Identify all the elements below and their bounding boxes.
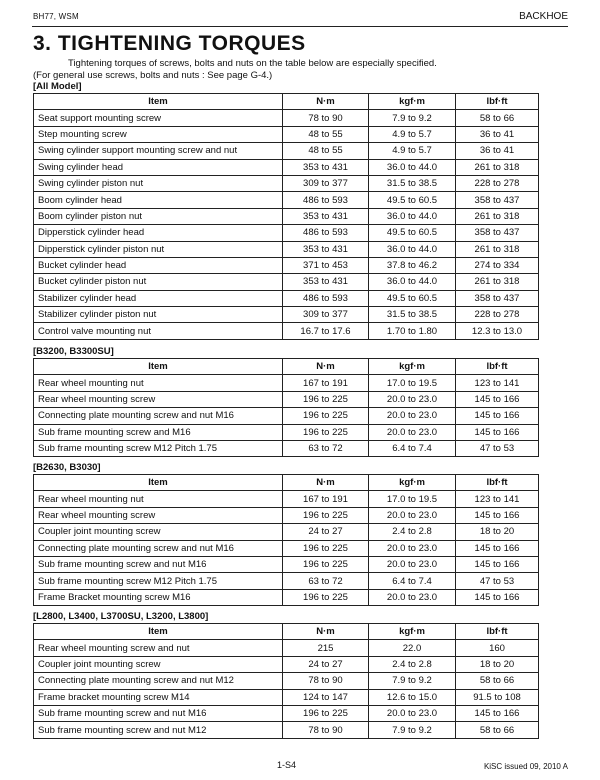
value-cell: 145 to 166 (456, 424, 539, 440)
item-cell: Rear wheel mounting nut (34, 491, 283, 507)
item-cell: Connecting plate mounting screw and nut M16 (34, 540, 283, 556)
value-cell: 20.0 to 23.0 (369, 540, 456, 556)
item-cell: Boom cylinder piston nut (34, 208, 283, 224)
table-row (34, 159, 539, 175)
value-cell: 124 to 147 (283, 689, 369, 705)
item-cell: Bucket cylinder piston nut (34, 274, 283, 290)
item-cell: Rear wheel mounting screw (34, 391, 283, 407)
table-row (34, 274, 539, 290)
value-cell: 4.9 to 5.7 (369, 143, 456, 159)
torque-table (33, 93, 539, 340)
value-cell: 58 to 66 (456, 722, 539, 738)
intro-text: Tightening torques of screws, bolts and nuts on the table below are especially specified. (68, 58, 437, 69)
table-row (34, 241, 539, 257)
value-cell: 196 to 225 (283, 705, 369, 721)
value-cell: 91.5 to 108 (456, 689, 539, 705)
value-cell: 49.5 to 60.5 (369, 192, 456, 208)
table-row (34, 375, 539, 391)
table-row (34, 143, 539, 159)
table-row (34, 391, 539, 407)
item-cell: Sub frame mounting screw M12 Pitch 1.75 (34, 440, 283, 456)
value-cell: 12.3 to 13.0 (456, 323, 539, 339)
value-cell: 36 to 41 (456, 143, 539, 159)
item-cell: Seat support mounting screw (34, 110, 283, 126)
table-row (34, 689, 539, 705)
table-row (34, 110, 539, 126)
torque-table (33, 474, 539, 606)
column-header: lbf·ft (456, 624, 539, 640)
value-cell: 47 to 53 (456, 440, 539, 456)
table-row (34, 507, 539, 523)
column-header: Item (34, 475, 283, 491)
value-cell: 36.0 to 44.0 (369, 241, 456, 257)
table-row (34, 225, 539, 241)
table-row (34, 408, 539, 424)
table-row (34, 573, 539, 589)
torque-table (33, 358, 539, 457)
column-header: Item (34, 624, 283, 640)
table-row (34, 673, 539, 689)
item-cell: Connecting plate mounting screw and nut M16 (34, 408, 283, 424)
value-cell: 20.0 to 23.0 (369, 705, 456, 721)
item-cell: Stabilizer cylinder head (34, 290, 283, 306)
value-cell: 145 to 166 (456, 391, 539, 407)
value-cell: 20.0 to 23.0 (369, 424, 456, 440)
item-cell: Dipperstick cylinder head (34, 225, 283, 241)
value-cell: 261 to 318 (456, 274, 539, 290)
value-cell: 48 to 55 (283, 143, 369, 159)
value-cell: 20.0 to 23.0 (369, 589, 456, 605)
value-cell: 36.0 to 44.0 (369, 208, 456, 224)
value-cell: 20.0 to 23.0 (369, 507, 456, 523)
table-row (34, 556, 539, 572)
table-row (34, 640, 539, 656)
value-cell: 49.5 to 60.5 (369, 290, 456, 306)
item-cell: Sub frame mounting screw and nut M16 (34, 556, 283, 572)
item-cell: Swing cylinder head (34, 159, 283, 175)
value-cell: 18 to 20 (456, 656, 539, 672)
value-cell: 358 to 437 (456, 192, 539, 208)
value-cell: 261 to 318 (456, 208, 539, 224)
item-cell: Dipperstick cylinder piston nut (34, 241, 283, 257)
value-cell: 48 to 55 (283, 126, 369, 142)
table-row (34, 656, 539, 672)
value-cell: 36.0 to 44.0 (369, 159, 456, 175)
header-model: BH77, WSM (33, 12, 79, 21)
header-rule (32, 26, 568, 27)
value-cell: 309 to 377 (283, 307, 369, 323)
section-label: [B2630, B3030] (33, 462, 101, 473)
value-cell: 196 to 225 (283, 507, 369, 523)
item-cell: Step mounting screw (34, 126, 283, 142)
table-header-row (34, 94, 539, 110)
value-cell: 2.4 to 2.8 (369, 524, 456, 540)
value-cell: 16.7 to 17.6 (283, 323, 369, 339)
item-cell: Swing cylinder support mounting screw and nut (34, 143, 283, 159)
value-cell: 7.9 to 9.2 (369, 722, 456, 738)
value-cell: 4.9 to 5.7 (369, 126, 456, 142)
item-cell: Frame Bracket mounting screw M16 (34, 589, 283, 605)
value-cell: 49.5 to 60.5 (369, 225, 456, 241)
value-cell: 22.0 (369, 640, 456, 656)
value-cell: 145 to 166 (456, 408, 539, 424)
value-cell: 24 to 27 (283, 524, 369, 540)
value-cell: 371 to 453 (283, 257, 369, 273)
value-cell: 37.8 to 46.2 (369, 257, 456, 273)
table-row (34, 126, 539, 142)
value-cell: 20.0 to 23.0 (369, 408, 456, 424)
value-cell: 145 to 166 (456, 507, 539, 523)
value-cell: 486 to 593 (283, 290, 369, 306)
table-row (34, 175, 539, 191)
value-cell: 7.9 to 9.2 (369, 673, 456, 689)
value-cell: 6.4 to 7.4 (369, 573, 456, 589)
value-cell: 228 to 278 (456, 307, 539, 323)
column-header: kgf·m (369, 94, 456, 110)
item-cell: Rear wheel mounting screw and nut (34, 640, 283, 656)
item-cell: Connecting plate mounting screw and nut M12 (34, 673, 283, 689)
table-row (34, 491, 539, 507)
item-cell: Rear wheel mounting screw (34, 507, 283, 523)
value-cell: 17.0 to 19.5 (369, 375, 456, 391)
column-header: N·m (283, 475, 369, 491)
value-cell: 78 to 90 (283, 673, 369, 689)
column-header: N·m (283, 94, 369, 110)
value-cell: 167 to 191 (283, 491, 369, 507)
item-cell: Coupler joint mounting screw (34, 524, 283, 540)
table-row (34, 323, 539, 339)
value-cell: 145 to 166 (456, 540, 539, 556)
item-cell: Swing cylinder piston nut (34, 175, 283, 191)
value-cell: 215 (283, 640, 369, 656)
header-section: BACKHOE (519, 11, 568, 22)
item-cell: Sub frame mounting screw M12 Pitch 1.75 (34, 573, 283, 589)
value-cell: 17.0 to 19.5 (369, 491, 456, 507)
column-header: kgf·m (369, 475, 456, 491)
table-row (34, 307, 539, 323)
column-header: N·m (283, 359, 369, 375)
table-row (34, 424, 539, 440)
column-header: Item (34, 359, 283, 375)
value-cell: 58 to 66 (456, 673, 539, 689)
table-row (34, 192, 539, 208)
item-cell: Sub frame mounting screw and nut M12 (34, 722, 283, 738)
item-cell: Coupler joint mounting screw (34, 656, 283, 672)
page-title: 3. TIGHTENING TORQUES (33, 32, 306, 55)
value-cell: 47 to 53 (456, 573, 539, 589)
value-cell: 274 to 334 (456, 257, 539, 273)
value-cell: 24 to 27 (283, 656, 369, 672)
value-cell: 36 to 41 (456, 126, 539, 142)
column-header: N·m (283, 624, 369, 640)
table-row (34, 705, 539, 721)
item-cell: Sub frame mounting screw and M16 (34, 424, 283, 440)
value-cell: 145 to 166 (456, 705, 539, 721)
table-row (34, 540, 539, 556)
value-cell: 486 to 593 (283, 225, 369, 241)
value-cell: 196 to 225 (283, 589, 369, 605)
column-header: kgf·m (369, 624, 456, 640)
value-cell: 353 to 431 (283, 274, 369, 290)
value-cell: 2.4 to 2.8 (369, 656, 456, 672)
value-cell: 123 to 141 (456, 491, 539, 507)
torque-table (33, 623, 539, 739)
value-cell: 160 (456, 640, 539, 656)
value-cell: 145 to 166 (456, 589, 539, 605)
value-cell: 6.4 to 7.4 (369, 440, 456, 456)
value-cell: 353 to 431 (283, 241, 369, 257)
section-label: [L2800, L3400, L3700SU, L3200, L3800] (33, 611, 209, 622)
value-cell: 309 to 377 (283, 175, 369, 191)
table-row (34, 440, 539, 456)
value-cell: 261 to 318 (456, 241, 539, 257)
column-header: lbf·ft (456, 475, 539, 491)
value-cell: 63 to 72 (283, 440, 369, 456)
item-cell: Rear wheel mounting nut (34, 375, 283, 391)
value-cell: 353 to 431 (283, 208, 369, 224)
table-row (34, 722, 539, 738)
value-cell: 1.70 to 1.80 (369, 323, 456, 339)
value-cell: 358 to 437 (456, 225, 539, 241)
item-cell: Sub frame mounting screw and nut M16 (34, 705, 283, 721)
table-header-row (34, 624, 539, 640)
item-cell: Frame bracket mounting screw M14 (34, 689, 283, 705)
table-row (34, 589, 539, 605)
column-header: lbf·ft (456, 359, 539, 375)
value-cell: 78 to 90 (283, 722, 369, 738)
table-header-row (34, 475, 539, 491)
column-header: Item (34, 94, 283, 110)
value-cell: 261 to 318 (456, 159, 539, 175)
value-cell: 7.9 to 9.2 (369, 110, 456, 126)
intro-note: (For general use screws, bolts and nuts : See page G-4.) (33, 70, 273, 81)
value-cell: 196 to 225 (283, 391, 369, 407)
item-cell: Control valve mounting nut (34, 323, 283, 339)
value-cell: 20.0 to 23.0 (369, 556, 456, 572)
value-cell: 145 to 166 (456, 556, 539, 572)
value-cell: 358 to 437 (456, 290, 539, 306)
value-cell: 486 to 593 (283, 192, 369, 208)
value-cell: 78 to 90 (283, 110, 369, 126)
value-cell: 63 to 72 (283, 573, 369, 589)
table-row (34, 257, 539, 273)
table-row (34, 208, 539, 224)
value-cell: 58 to 66 (456, 110, 539, 126)
value-cell: 36.0 to 44.0 (369, 274, 456, 290)
column-header: kgf·m (369, 359, 456, 375)
value-cell: 196 to 225 (283, 540, 369, 556)
value-cell: 196 to 225 (283, 424, 369, 440)
issue-note: KiSC issued 09, 2010 A (483, 762, 568, 771)
section-label: [All Model] (33, 81, 82, 92)
value-cell: 123 to 141 (456, 375, 539, 391)
item-cell: Boom cylinder head (34, 192, 283, 208)
value-cell: 18 to 20 (456, 524, 539, 540)
value-cell: 167 to 191 (283, 375, 369, 391)
item-cell: Stabilizer cylinder piston nut (34, 307, 283, 323)
column-header: lbf·ft (456, 94, 539, 110)
value-cell: 12.6 to 15.0 (369, 689, 456, 705)
page-number: 1-S4 (277, 760, 297, 770)
value-cell: 196 to 225 (283, 556, 369, 572)
value-cell: 31.5 to 38.5 (369, 175, 456, 191)
item-cell: Bucket cylinder head (34, 257, 283, 273)
table-row (34, 290, 539, 306)
value-cell: 31.5 to 38.5 (369, 307, 456, 323)
value-cell: 20.0 to 23.0 (369, 391, 456, 407)
table-header-row (34, 359, 539, 375)
value-cell: 228 to 278 (456, 175, 539, 191)
section-label: [B3200, B3300SU] (33, 346, 114, 357)
value-cell: 196 to 225 (283, 408, 369, 424)
table-row (34, 524, 539, 540)
value-cell: 353 to 431 (283, 159, 369, 175)
